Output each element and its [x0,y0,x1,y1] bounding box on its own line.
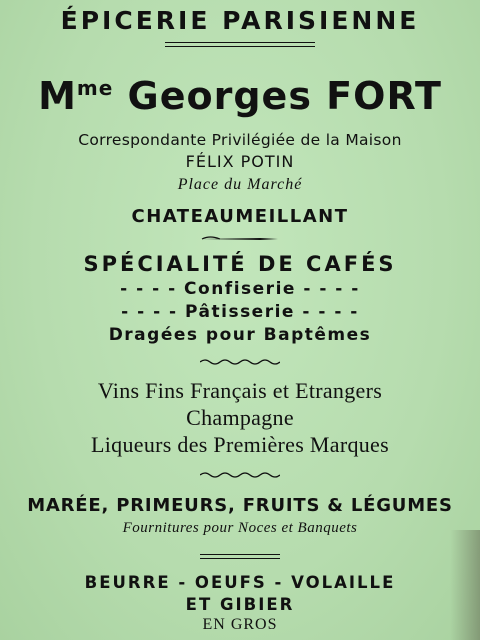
produce-subtitle: Fournitures pour Noces et Banquets [122,520,358,536]
produce-title: MARÉE, PRIMEURS, FRUITS & LÉGUMES [27,495,453,516]
wavy-divider [200,357,280,367]
ornament-divider [200,233,280,245]
town-name: CHATEAUMEILLANT [131,206,349,227]
dragees-line: Dragées pour Baptêmes [108,325,372,345]
owner-line [0,74,480,118]
paper-fold-shadow [450,530,480,640]
owner-prefix: M [38,74,77,118]
divider-rule [165,46,315,47]
wholesale-line-3: EN GROS [202,616,278,633]
patisserie-line: - - - - Pâtisserie - - - - [121,302,359,322]
double-rule [200,554,280,559]
wholesale-line-1: BEURRE - OEUFS - VOLAILLE [84,573,396,592]
speciality-title: SPÉCIALITÉ DE CAFÉS [83,252,397,276]
wines-line-1: Vins Fins Français et Etrangers [97,378,383,403]
house-name: FÉLIX POTIN [185,152,295,171]
wines-line-2: Champagne [186,405,294,430]
shop-heading: ÉPICERIE PARISIENNE [60,6,420,35]
wholesale-line-2: ET GIBIER [185,595,295,614]
wines-line-3: Liqueurs des Premières Marques [91,432,389,457]
divider-rule [165,42,315,43]
owner-name: Georges FORT [127,74,442,118]
address-line: Place du Marché [177,176,303,193]
correspondent-line: Correspondante Privilégiée de la Maison [78,131,402,149]
wavy-divider [200,470,280,480]
confiserie-line: - - - - Confiserie - - - - [120,279,360,299]
owner-prefix-sup: me [76,76,114,100]
